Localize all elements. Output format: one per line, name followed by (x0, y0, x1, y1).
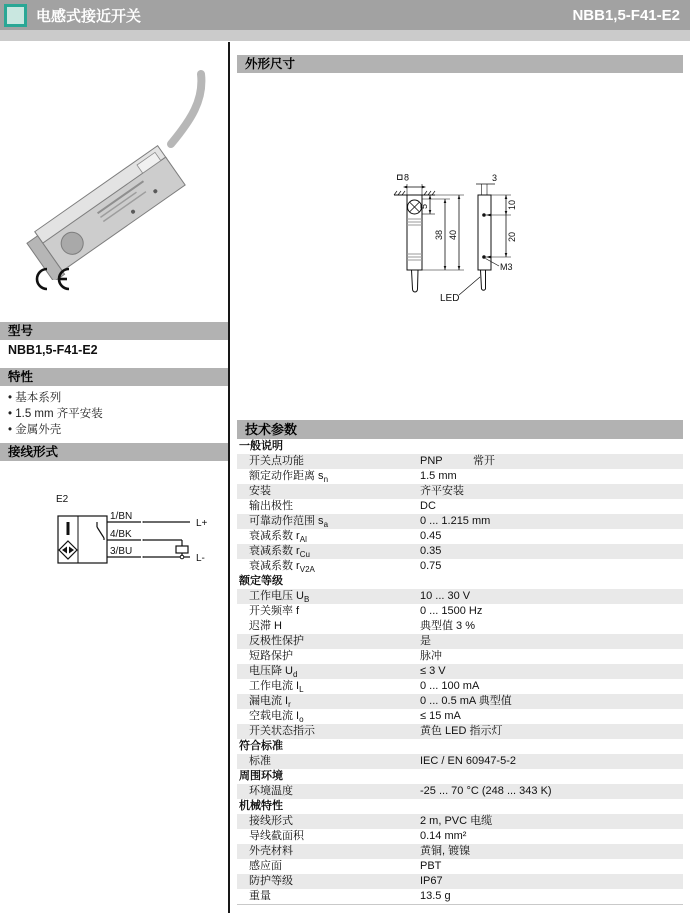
wiring-code-label: E2 (56, 494, 69, 505)
spec-value: IP67 (420, 875, 443, 887)
dim-body-length: 38 (434, 229, 444, 240)
spec-label: 标准 (249, 755, 271, 767)
spec-group-title: 额定等级 (239, 575, 283, 587)
spec-value: 0.35 (420, 545, 442, 557)
dim-square-width: 8 (404, 172, 410, 183)
spec-value: 0 ... 1.215 mm (420, 515, 491, 527)
led-label: LED (440, 293, 460, 304)
spec-row (237, 649, 683, 664)
feature-item: • 1.5 mm 齐平安装 (8, 406, 103, 422)
spec-value: DC (420, 500, 436, 512)
section-bar-dimensions: 外形尺寸 (237, 55, 683, 73)
spec-value: 齐平安装 (420, 485, 464, 497)
spec-label: 开关状态指示 (249, 725, 315, 737)
feature-item: • 基本系列 (8, 390, 103, 406)
spec-row (237, 844, 683, 859)
spec-label: 工作电流 $I_L$ (249, 680, 304, 695)
spec-label: 安装 (249, 485, 271, 497)
spec-label: 环境温度 (249, 785, 293, 797)
spec-label: 感应面 (249, 860, 282, 872)
spec-value: PBT (420, 860, 442, 872)
spec-label: 衰减系数 $r_{V2A}$ (249, 560, 315, 575)
page-title: 电感式接近开关 (36, 7, 142, 25)
spec-label: 接线形式 (249, 815, 293, 827)
spec-value: PNP (420, 455, 443, 467)
spec-label: 漏电流 $I_r$ (249, 695, 291, 710)
dim-cable: 3 (492, 173, 498, 183)
inductive-sensor-symbol (59, 541, 77, 559)
features-list (8, 390, 103, 438)
product-code: NBB1,5-F41-E2 (572, 6, 680, 24)
spec-value: 是 (420, 635, 431, 647)
cable-line (171, 74, 201, 144)
spec-row (237, 634, 683, 649)
spec-value: 0.45 (420, 530, 442, 542)
spec-row (237, 709, 683, 724)
spec-label: 输出极性 (249, 500, 293, 512)
spec-row (237, 544, 683, 559)
wire3-label: 3/BU (110, 546, 133, 557)
feature-item: • 金属外壳 (8, 422, 103, 438)
spec-value: ≤ 15 mA (420, 710, 461, 722)
spec-row (237, 514, 683, 529)
spec-value: 10 ... 30 V (420, 590, 471, 602)
brand-square-icon (4, 4, 27, 27)
dim-hole-spacing: 20 (507, 231, 517, 242)
spec-label: 迟滞 H (249, 620, 282, 632)
mounting-hole-top (482, 213, 486, 217)
spec-value: 脉冲 (420, 650, 442, 662)
spec-row (237, 604, 683, 619)
spec-value: 13.5 g (420, 890, 451, 902)
spec-group-title: 周围环境 (239, 770, 283, 782)
model-number: NBB1,5-F41-E2 (8, 343, 98, 357)
spec-value: 0.75 (420, 560, 442, 572)
spec-row (237, 694, 683, 709)
spec-label: 空载电流 $I_o$ (249, 710, 304, 725)
spec-label: 衰减系数 $r_{Cu}$ (249, 545, 310, 560)
dimension-drawing (380, 162, 550, 310)
spec-label: 外壳材料 (249, 845, 293, 857)
spec-row (237, 814, 683, 829)
dim-hole-offset: 10 (507, 199, 517, 210)
spec-label: 开关点功能 (249, 455, 304, 467)
spec-row (237, 559, 683, 574)
spec-row (237, 724, 683, 739)
spec-row (237, 529, 683, 544)
spec-row (237, 664, 683, 679)
header-bar (0, 0, 690, 30)
spec-value: 黄铜, 镀镍 (420, 845, 471, 857)
spec-row (237, 859, 683, 874)
spec-value: -25 ... 70 °C (248 ... 343 K) (420, 785, 552, 797)
spec-row (237, 784, 683, 799)
spec-label: 短路保护 (249, 650, 293, 662)
spec-row (237, 829, 683, 844)
spec-row (237, 619, 683, 634)
header-subband (0, 30, 690, 41)
thread-label: M3 (500, 262, 513, 272)
wire1-label: 1/BN (110, 511, 133, 522)
spec-label: 衰减系数 $r_{Al}$ (249, 530, 307, 545)
spec-label: 反极性保护 (249, 635, 304, 647)
spec-value: 黄色 LED 指示灯 (420, 725, 503, 737)
wire2-label: 4/BK (110, 529, 132, 540)
square-symbol (398, 175, 403, 180)
spec-row (237, 499, 683, 514)
column-divider (228, 42, 230, 913)
spec-row (237, 679, 683, 694)
spec-label: 电压降 $U_d$ (249, 665, 298, 680)
product-photo (8, 48, 220, 280)
load-resistor-symbol (176, 546, 188, 553)
mounting-hole-bottom (482, 255, 486, 259)
spec-value: IEC / EN 60947-5-2 (420, 755, 516, 767)
wiring-diagram (40, 488, 225, 583)
section-bar-technical-data: 技术参数 (237, 420, 683, 439)
dim-face-depth: 5 (419, 203, 429, 209)
section-bar-model: 型号 (0, 322, 228, 340)
spec-row (237, 589, 683, 604)
spec-group-title: 一般说明 (239, 440, 283, 452)
spec-label: 可靠动作范围 $s_a$ (249, 515, 329, 530)
spec-label: 工作电压 $U_B$ (249, 590, 310, 605)
spec-value: ≤ 3 V (420, 665, 446, 677)
spec-value: 2 m, PVC 电缆 (420, 815, 493, 827)
spec-row (237, 469, 683, 484)
spec-value: 0 ... 100 mA (420, 680, 480, 692)
spec-value: 0.14 mm² (420, 830, 467, 842)
spec-row (237, 874, 683, 889)
spec-label: 导线截面积 (249, 830, 304, 842)
spec-group-title: 机械特性 (239, 800, 283, 812)
spec-label: 额定动作距离 $s_n$ (249, 470, 329, 485)
spec-value: 1.5 mm (420, 470, 457, 482)
supply-plus-label: L+ (196, 518, 208, 529)
spec-group-title: 符合标准 (239, 740, 283, 752)
spec-label: 防护等级 (249, 875, 293, 887)
cable-front-view (412, 270, 419, 292)
supply-minus-label: L- (196, 553, 205, 564)
ce-mark (30, 266, 72, 292)
cable-side-view (481, 270, 486, 290)
spec-table (237, 439, 683, 905)
mounting-surface-hatch (394, 191, 435, 195)
spec-label: 开关频率 f (249, 605, 300, 617)
spec-row (237, 754, 683, 769)
spec-label: 重量 (249, 890, 271, 902)
spec-row (237, 454, 683, 469)
spec-row (237, 889, 683, 904)
dim-total-length: 40 (448, 229, 458, 240)
spec-value: 0 ... 0.5 mA 典型值 (420, 695, 512, 707)
section-bar-wiring: 接线形式 (0, 443, 228, 461)
spec-value: 0 ... 1500 Hz (420, 605, 483, 617)
spec-value: 典型值 3 % (420, 620, 476, 632)
spec-row (237, 484, 683, 499)
spec-value-2: 常开 (473, 455, 495, 467)
section-bar-features: 特性 (0, 368, 228, 386)
